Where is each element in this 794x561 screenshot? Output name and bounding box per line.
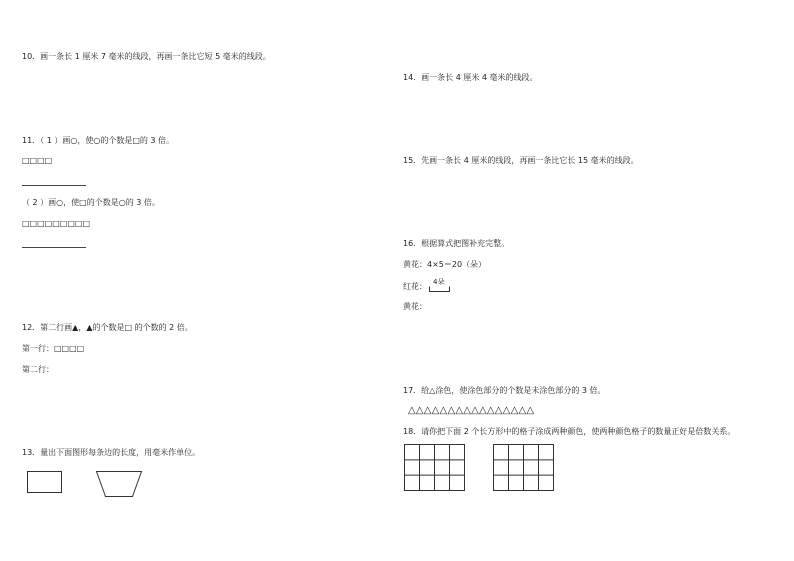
question-16-red-label: 红花：: [403, 282, 427, 291]
question-14-text: 14．画一条长 4 厘米 4 毫米的线段。: [403, 73, 538, 82]
question-12-text: 12．第二行画▲，▲的个数是□ 的个数的 2 倍。: [22, 323, 193, 332]
question-12-row1: [22, 343, 84, 354]
answer-line[interactable]: [22, 247, 86, 248]
trapezoid-shape: [96, 471, 142, 498]
triangles-row[interactable]: △△△△△△△△△△△△△△△△: [408, 405, 535, 416]
grid-rectangle-1[interactable]: [404, 444, 466, 492]
question-10-text: 10．画一条长 1 厘米 7 毫米的线段，再画一条比它短 5 毫米的线段。: [22, 52, 271, 61]
question-11-part2-text: （ 2 ）画○，使□的个数是○的 3 倍。: [22, 198, 160, 207]
question-11-part2-squares: □□□□□□□□□: [22, 219, 91, 228]
row1-label: 第一行：: [22, 344, 54, 353]
question-13-text: 13．量出下面图形每条边的长度，用毫米作单位。: [22, 448, 201, 457]
rectangle-shape: [27, 471, 63, 494]
question-16-yellow-label: 黄花：: [403, 302, 427, 311]
grid-rectangle-2[interactable]: [493, 444, 555, 492]
red-bracket: [429, 286, 451, 293]
question-11-part1-squares: □□□□: [22, 156, 53, 165]
answer-line[interactable]: [22, 185, 86, 186]
question-11-part1-text: 11．（ 1 ）画○，使○的个数是□的 3 倍。: [22, 136, 175, 145]
question-16-text: 16．根据算式把图补充完整。: [403, 239, 510, 248]
question-16-yellow-formula: 黄花：4×5＝20（朵）: [403, 260, 487, 269]
question-12-row2-label: 第二行：: [22, 365, 54, 374]
question-18-text: 18．请你把下面 2 个长方形中的格子涂成两种颜色，使两种颜色格子的数量正好是倍数关系。: [403, 427, 736, 436]
question-15-text: 15．先画一条长 4 厘米的线段，再画一条比它长 15 毫米的线段。: [403, 156, 639, 165]
red-bracket-label: 4朵: [433, 278, 445, 286]
row1-squares: □□□□: [54, 344, 85, 353]
question-17-text: 17．给△涂色，使涂色部分的个数是未涂色部分的 3 倍。: [403, 386, 606, 395]
